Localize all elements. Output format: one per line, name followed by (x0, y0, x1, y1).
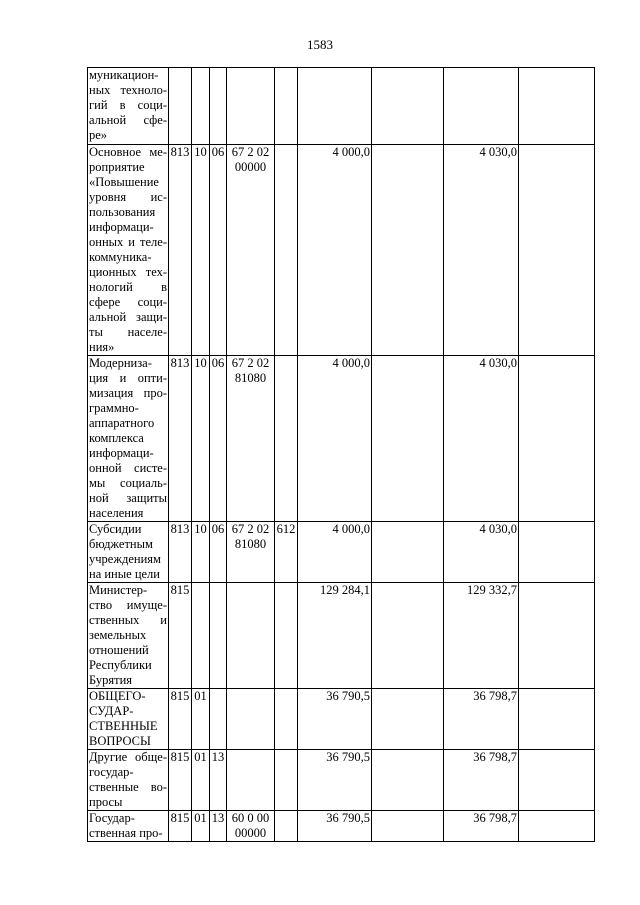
cell-vr (275, 811, 298, 842)
cell-gr: 815 (169, 811, 192, 842)
cell-sum-1: 36 790,5 (298, 689, 372, 750)
cell-csr (227, 583, 275, 689)
cell-sum-2: 4 030,0 (444, 522, 519, 583)
cell-gr (169, 68, 192, 145)
cell-vr (275, 145, 298, 356)
cell-empty-2 (519, 689, 595, 750)
cell-pr: 13 (210, 811, 227, 842)
row-name: Субсидии бюджетным учреждениям на иные цели (88, 522, 169, 583)
row-name: Министер-ство имуще-ственных и земельных отношений Республики Бурятия (89, 583, 167, 687)
cell-sum-2: 36 798,7 (444, 750, 519, 811)
cell-empty-2 (519, 750, 595, 811)
table-row (88, 356, 595, 522)
row-name: Модерниза-ция и опти-мизация про-граммно-аппаратного комплекса информаци-онной систе-мы социаль-ной защиты населения (89, 356, 167, 520)
cell-sum-2: 36 798,7 (444, 811, 519, 842)
cell-rz (192, 68, 210, 145)
cell-csr (227, 689, 275, 750)
page-number: 1583 (307, 37, 333, 52)
cell-gr: 813 (169, 145, 192, 356)
cell-empty-2 (519, 811, 595, 842)
cell-sum-2: 4 030,0 (444, 145, 519, 356)
cell-vr: 612 (275, 522, 298, 583)
cell-pr (210, 689, 227, 750)
cell-rz: 10 (192, 145, 210, 356)
row-name: Другие обще-государ-ственные во-просы (89, 750, 167, 809)
cell-pr (210, 68, 227, 145)
cell-gr: 815 (169, 689, 192, 750)
cell-csr: 67 2 02 81080 (227, 356, 275, 522)
cell-sum-2 (444, 68, 519, 145)
cell-sum-2: 36 798,7 (444, 689, 519, 750)
row-name: Основное ме-роприятие «Повышение уровня ис-пользования информаци-онных и теле-коммуника-ционных тех-нологий в сфере соци-альной защи-ты населе-ния» (89, 145, 167, 354)
cell-empty-1 (372, 750, 444, 811)
cell-pr: 06 (210, 145, 227, 356)
cell-pr: 06 (210, 356, 227, 522)
cell-rz: 01 (192, 689, 210, 750)
cell-empty-2 (519, 522, 595, 583)
cell-empty-1 (372, 68, 444, 145)
table-row (88, 68, 595, 145)
table-row (88, 811, 595, 842)
row-name: ОБЩЕГО-СУДАР-СТВЕННЫЕ ВОПРОСЫ (88, 689, 169, 750)
cell-gr: 813 (169, 356, 192, 522)
cell-csr: 60 0 00 00000 (227, 811, 275, 842)
cell-rz: 10 (192, 356, 210, 522)
table-row (88, 145, 595, 356)
cell-gr: 813 (169, 522, 192, 583)
cell-empty-1 (372, 811, 444, 842)
cell-sum-1: 4 000,0 (298, 145, 372, 356)
cell-pr: 13 (210, 750, 227, 811)
cell-rz: 10 (192, 522, 210, 583)
cell-sum-1: 36 790,5 (298, 811, 372, 842)
cell-sum-1: 36 790,5 (298, 750, 372, 811)
table-row (88, 583, 595, 689)
row-name: муникацион-ных техноло-гий в соци-альной сфе-ре» (88, 68, 169, 145)
cell-rz (192, 583, 210, 689)
cell-vr (275, 689, 298, 750)
table-row (88, 689, 595, 750)
cell-empty-2 (519, 583, 595, 689)
cell-vr (275, 356, 298, 522)
cell-vr (275, 583, 298, 689)
cell-csr: 67 2 02 81080 (227, 522, 275, 583)
row-name: Государ-ственная про- (88, 811, 169, 842)
table-row (88, 750, 595, 811)
cell-sum-2: 4 030,0 (444, 356, 519, 522)
cell-rz: 01 (192, 811, 210, 842)
budget-table (87, 67, 595, 842)
cell-empty-1 (372, 522, 444, 583)
cell-gr: 815 (169, 583, 192, 689)
cell-csr (227, 68, 275, 145)
cell-csr (227, 750, 275, 811)
cell-gr: 815 (169, 750, 192, 811)
cell-csr: 67 2 02 00000 (227, 145, 275, 356)
cell-empty-1 (372, 356, 444, 522)
cell-vr (275, 750, 298, 811)
cell-empty-2 (519, 145, 595, 356)
cell-sum-1: 4 000,0 (298, 356, 372, 522)
cell-vr (275, 68, 298, 145)
cell-rz: 01 (192, 750, 210, 811)
cell-empty-2 (519, 356, 595, 522)
cell-sum-1: 4 000,0 (298, 522, 372, 583)
cell-sum-1: 129 284,1 (298, 583, 372, 689)
cell-empty-1 (372, 583, 444, 689)
cell-pr: 06 (210, 522, 227, 583)
cell-empty-1 (372, 689, 444, 750)
cell-sum-2: 129 332,7 (444, 583, 519, 689)
cell-empty-1 (372, 145, 444, 356)
cell-pr (210, 583, 227, 689)
table-row (88, 522, 595, 583)
cell-sum-1 (298, 68, 372, 145)
cell-empty-2 (519, 68, 595, 145)
